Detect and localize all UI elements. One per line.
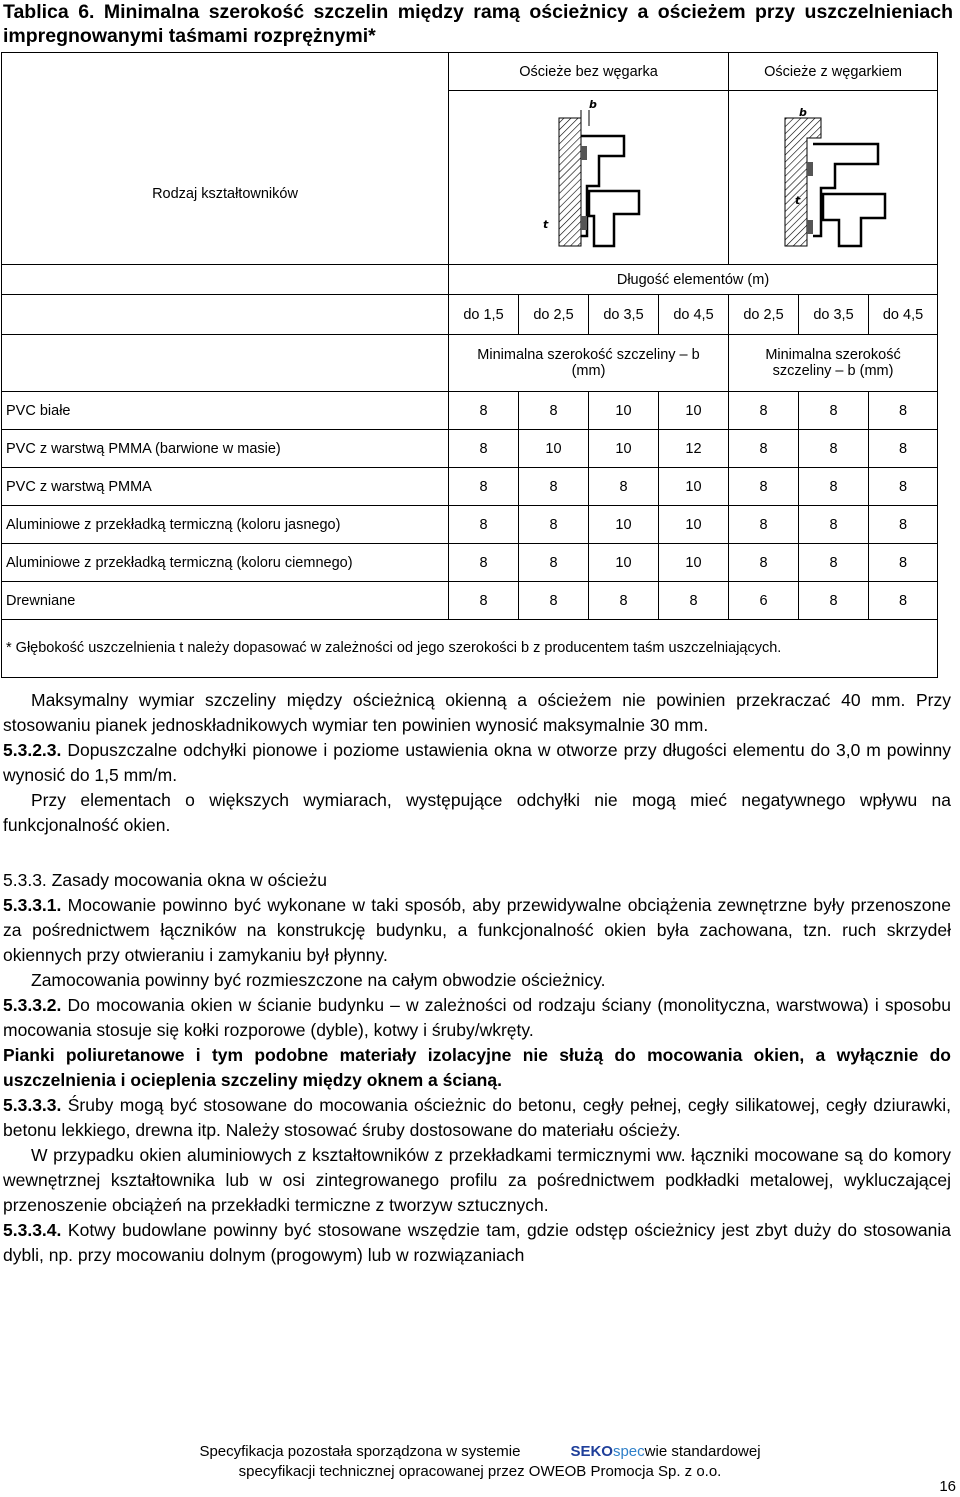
- profile-type: PVC białe: [2, 392, 449, 430]
- footer-line1-pre: Specyfikacja pozostała sporządzona w systemie: [199, 1443, 521, 1460]
- label-t: t: [795, 193, 801, 207]
- gap-value: 8: [869, 392, 938, 430]
- body-text: [3, 688, 951, 1268]
- section-number: 5.3.3.1.: [3, 895, 62, 915]
- gap-value: 8: [449, 392, 519, 430]
- gap-value: 8: [449, 582, 519, 620]
- gap-value: 10: [519, 430, 589, 468]
- figure-b-cell: [729, 91, 938, 265]
- profile-type: PVC z warstwą PMMA (barwione w masie): [2, 430, 449, 468]
- section-number: 5.3.3.3.: [3, 1095, 62, 1115]
- paragraph: Zamocowania powinny być rozmieszczone na całym obwodzie ościeżnicy.: [31, 970, 606, 990]
- length-col: do 3,5: [589, 295, 659, 335]
- gap-value: 10: [589, 506, 659, 544]
- gap-value: 10: [589, 430, 659, 468]
- gap-value: 8: [729, 506, 799, 544]
- gap-value: 8: [799, 506, 869, 544]
- gap-value: 8: [729, 544, 799, 582]
- gap-value: 8: [799, 468, 869, 506]
- gap-value: 8: [799, 544, 869, 582]
- profile-type: Aluminiowe z przekładką termiczną (koloru jasnego): [2, 506, 449, 544]
- table-row: [2, 506, 938, 544]
- table-note: * Głębokość uszczelnienia t należy dopasować w zależności od jego szerokości b z producentem taśm uszczelniających.: [2, 620, 938, 678]
- gap-value: 8: [449, 544, 519, 582]
- brand-seko: SEKO: [570, 1443, 613, 1460]
- gap-value: 10: [659, 506, 729, 544]
- gap-value: 10: [659, 392, 729, 430]
- section-number: 5.3.2.3.: [3, 740, 62, 760]
- length-col: do 4,5: [869, 295, 938, 335]
- gap-value: 8: [869, 544, 938, 582]
- gap-value: 8: [799, 392, 869, 430]
- gap-value: 8: [449, 506, 519, 544]
- table-row: [2, 544, 938, 582]
- figure-a-cell: [449, 91, 729, 265]
- gap-value: 10: [659, 468, 729, 506]
- section-text: Do mocowania okien w ścianie budynku – w zależności od rodzaju ściany (monolityczna, warstwowa) i sposobu mocowania stosuje się kołki rozporowe (dyble), kotwy i śruby/wkręty.: [3, 995, 951, 1040]
- gap-value: 8: [449, 430, 519, 468]
- gap-value: 10: [659, 544, 729, 582]
- gap-width-table: [1, 52, 938, 678]
- label-b: b: [588, 97, 597, 111]
- table-row: [2, 430, 938, 468]
- row-header: Rodzaj kształtowników: [152, 185, 298, 202]
- group-a-header: Ościeże bez węgarka: [449, 53, 729, 91]
- table-row: [2, 582, 938, 620]
- gap-value: 8: [799, 430, 869, 468]
- paragraph: Przy elementach o większych wymiarach, występujące odchyłki nie mogą mieć negatywnego wpływu na funkcjonalność okien.: [3, 790, 951, 835]
- profile-type: PVC z warstwą PMMA: [2, 468, 449, 506]
- gap-value: 10: [589, 392, 659, 430]
- label-t: t: [542, 217, 548, 231]
- gap-value: 6: [729, 582, 799, 620]
- section-number: 5.3.3.2.: [3, 995, 62, 1015]
- gap-value: 8: [519, 506, 589, 544]
- gap-value: 8: [729, 468, 799, 506]
- length-header: Długość elementów (m): [449, 265, 938, 295]
- paragraph: W przypadku okien aluminiowych z kształtowników z przekładkami termicznymi ww. łączniki mocowane są do komory wewnętrznej kształtownika lub w osi zintegrowanego profilu za pośrednictwem podkładki metalowej, wykluczającej przenoszenie obciążeń na przekładki termiczne z tworzyw sztucznych.: [3, 1145, 951, 1215]
- gap-value: 8: [869, 430, 938, 468]
- blank-cell: [2, 335, 449, 392]
- footer: [0, 1442, 960, 1482]
- min-width-header-b: Minimalna szerokość szczeliny – b (mm): [729, 335, 938, 392]
- gap-value: 10: [589, 544, 659, 582]
- blank-cell: [2, 265, 449, 295]
- gap-value: 8: [869, 506, 938, 544]
- section-number: 5.3.3.4.: [3, 1220, 62, 1240]
- gap-value: 8: [519, 544, 589, 582]
- section-text: Dopuszczalne odchyłki pionowe i poziome ustawienia okna w otworze przy długości elementu do 3,0 m powinny wynosić do 1,5 mm/m.: [3, 740, 951, 785]
- section-text: Kotwy budowlane powinny być stosowane wszędzie tam, gdzie odstęp ościeżnicy jest zbyt duży do stosowania dybli, np. przy mocowaniu dolnym (progowym) lub w rozwiązaniach: [3, 1220, 951, 1265]
- frame-with-rebate-figure: [773, 96, 893, 256]
- length-col: do 4,5: [659, 295, 729, 335]
- min-width-header-a: Minimalna szerokość szczeliny – b (mm): [449, 335, 729, 392]
- gap-value: 8: [589, 468, 659, 506]
- gap-value: 8: [869, 468, 938, 506]
- length-col: do 2,5: [519, 295, 589, 335]
- table-title: Tablica 6. Minimalna szerokość szczelin między ramą ościeżnicy a ościeżem przy uszczelnieniach impregnowanymi taśmami rozprężnymi*: [3, 1, 953, 47]
- gap-value: 12: [659, 430, 729, 468]
- length-col: do 1,5: [449, 295, 519, 335]
- length-col: do 2,5: [729, 295, 799, 335]
- blank-cell: [2, 295, 449, 335]
- gap-value: 8: [519, 392, 589, 430]
- paragraph: Maksymalny wymiar szczeliny między ościeżnicą okienną a ościeżem nie powinien przekraczać 40 mm. Przy stosowaniu pianek jednoskładnikowych wymiar ten powinien wynosić maksymalnie 30 mm.: [3, 690, 951, 735]
- gap-value: 8: [799, 582, 869, 620]
- brand-spec: spec: [612, 1443, 645, 1460]
- gap-value: 8: [729, 392, 799, 430]
- section-heading: 5.3.3. Zasady mocowania okna w ościeżu: [3, 870, 327, 890]
- gap-value: 8: [519, 582, 589, 620]
- group-b-header: Ościeże z węgarkiem: [729, 53, 938, 91]
- gap-value: 8: [869, 582, 938, 620]
- table-row: [2, 468, 938, 506]
- gap-value: 8: [659, 582, 729, 620]
- profile-type: Drewniane: [2, 582, 449, 620]
- section-text: Mocowanie powinno być wykonane w taki sposób, aby przewidywalne obciążenia zewnętrzne były przenoszone za pośrednictwem łączników na konstrukcję budynku, a funkcjonalność okien była zachowana, tzn. ruch skrzydeł okiennych przy otwieraniu i zamykaniu był płynny.: [3, 895, 951, 965]
- profile-type: Aluminiowe z przekładką termiczną (koloru ciemnego): [2, 544, 449, 582]
- label-b: b: [799, 105, 807, 119]
- page-number: 16: [939, 1478, 956, 1495]
- bold-paragraph: Pianki poliuretanowe i tym podobne materiały izolacyjne nie służą do mocowania okien, a wyłącznie do uszczelnienia i ocieplenia szczeliny między oknem a ścianą.: [3, 1045, 951, 1090]
- frame-without-rebate-figure: [529, 96, 649, 256]
- table-row: [2, 392, 938, 430]
- row-header-cell: [2, 53, 449, 265]
- gap-value: 8: [589, 582, 659, 620]
- length-col: do 3,5: [799, 295, 869, 335]
- gap-value: 8: [729, 430, 799, 468]
- footer-line1-post: wie standardowej: [644, 1443, 761, 1460]
- footer-line2: specyfikacji technicznej opracowanej przez OWEOB Promocja Sp. z o.o.: [238, 1463, 722, 1480]
- gap-value: 8: [449, 468, 519, 506]
- gap-value: 8: [519, 468, 589, 506]
- section-text: Śruby mogą być stosowane do mocowania ościeżnic do betonu, cegły pełnej, cegły silikatowej, cegły dziurawki, betonu lekkiego, drewna itp. Należy stosować śruby dostosowane do materiału ościeży.: [3, 1095, 951, 1140]
